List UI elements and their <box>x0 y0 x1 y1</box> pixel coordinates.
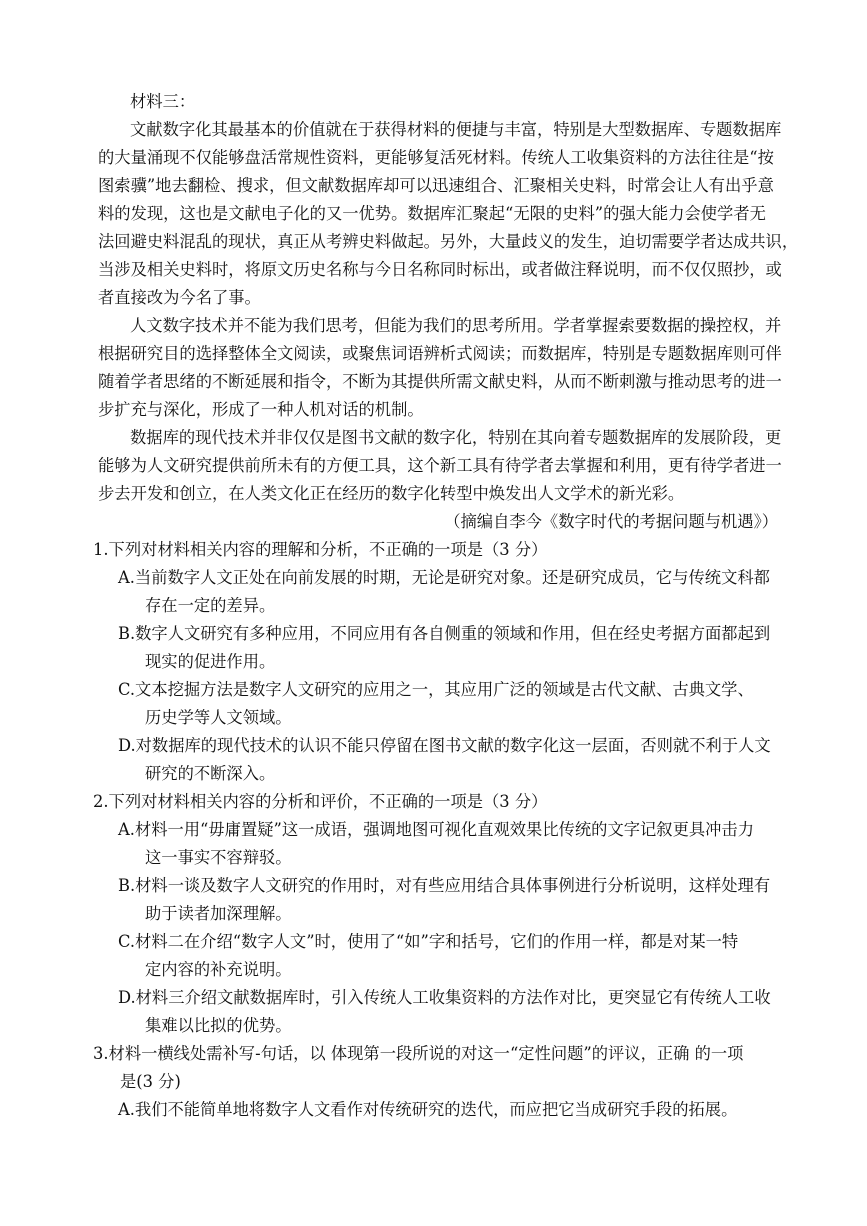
option-line: 助于读者加深理解。 <box>145 904 292 923</box>
paragraph-line: 步扩充与深化，形成了一种人机对话的机制。 <box>98 400 424 419</box>
source-citation: （摘编自李今《数字时代的考据问题与机遇》） <box>444 512 778 531</box>
option-line: A.当前数字人文正处在向前发展的时期，无论是研究对象。还是研究成员，它与传统文科都 <box>118 568 770 587</box>
question-stem: 1.下列对材料相关内容的理解和分析，不正确的一项是（3 分） <box>93 540 548 559</box>
material-paragraph-1 <box>98 116 799 312</box>
question-2 <box>93 788 788 1040</box>
option-line: D.对数据库的现代技术的认识不能只停留在图书文献的数字化这一层面，否则就不利于人文 <box>118 736 771 755</box>
paragraph-line: 人文数字技术并不能为我们思考，但能为我们的思考所用。学者掌握索要数据的操控权，并 <box>130 316 782 335</box>
option-a <box>98 564 788 620</box>
question-stem: 2.下列对材料相关内容的分析和评价，不正确的一项是（3 分） <box>93 792 548 811</box>
option-line: D.材料三介绍文献数据库时，引入传统人工收集资料的方法作对比，更突显它有传统人工收 <box>118 988 771 1007</box>
option-a <box>98 1096 788 1124</box>
option-line: B.数字人文研究有多种应用，不同应用有各自侧重的领域和作用，但在经史考据方面都起到 <box>118 624 771 643</box>
option-line: 定内容的补充说明。 <box>145 960 292 979</box>
question-1 <box>93 536 788 788</box>
option-line: 研究的不断深入。 <box>145 764 276 783</box>
material-paragraph-3 <box>98 424 788 508</box>
paragraph-line: 根据研究目的选择整体全文阅读，或聚焦词语辨析式阅读；而数据库，特别是专题数据库则可伴 <box>98 344 782 363</box>
paragraph-line: 料的发现，这也是文献电子化的又一优势。数据库汇聚起“无限的史料”的强大能力会使学者无 <box>98 204 766 223</box>
option-line: B.材料一谈及数字人文研究的作用时，对有些应用结合具体事例进行分析说明，这样处理有 <box>118 876 771 895</box>
question-stem: 3.材料一横线处需补写-句话，以 体现第一段所说的对这一“定性问题”的评议，正确 的一项 <box>93 1044 744 1063</box>
option-line: 集难以比拟的优势。 <box>145 1016 292 1035</box>
material-paragraph-2 <box>98 312 788 424</box>
paragraph-line: 的大量涌现不仅能够盘活常规性资料，更能够复活死材料。传统人工收集资料的方法往往是“按 <box>98 148 774 167</box>
option-line: 现实的促进作用。 <box>145 652 276 671</box>
option-line: 存在一定的差异。 <box>145 596 276 615</box>
option-line: A.我们不能简单地将数字人文看作对传统研究的迭代，而应把它当成研究手段的拓展。 <box>118 1100 738 1119</box>
material-heading: 材料三： <box>130 92 196 111</box>
paragraph-line: 数据库的现代技术并非仅仅是图书文献的数字化，特别在其向着专题数据库的发展阶段，更 <box>130 428 782 447</box>
question-3 <box>93 1040 788 1124</box>
paragraph-line: 法回避史料混乱的现状，真正从考辨史料做起。另外，大量歧义的发生，迫切需要学者达成共识， <box>98 232 799 251</box>
paragraph-line: 者直接改为今名了事。 <box>98 288 261 307</box>
option-line: 历史学等人文领域。 <box>145 708 292 727</box>
option-d <box>98 984 788 1040</box>
option-b <box>98 620 788 676</box>
option-a <box>98 816 788 872</box>
paragraph-line: 步去开发和创立，在人类文化正在经历的数字化转型中焕发出人文学术的新光彩。 <box>98 484 685 503</box>
option-line: C.材料二在介绍“数字人文”时，使用了“如”字和括号，它们的作用一样，都是对某一特 <box>118 932 739 951</box>
option-c <box>98 676 788 732</box>
question-stem-continued: 是(3 分) <box>120 1072 181 1091</box>
option-d <box>98 732 788 788</box>
option-c <box>98 928 788 984</box>
option-line: 这一事实不容辩驳。 <box>145 848 292 867</box>
option-line: A.材料一用“毋庸置疑”这一成语，强调地图可视化直观效果比传统的文字记叙更具冲击力 <box>118 820 754 839</box>
option-b <box>98 872 788 928</box>
paragraph-line: 能够为人文研究提供前所未有的方便工具，这个新工具有待学者去掌握和利用，更有待学者进一 <box>98 456 782 475</box>
paragraph-line: 随着学者思绪的不断延展和指令，不断为其提供所需文献史料，从而不断刺激与推动思考的进一 <box>98 372 782 391</box>
paragraph-line: 文献数字化其最基本的价值就在于获得材料的便捷与丰富，特别是大型数据库、专题数据库 <box>130 120 782 139</box>
document-page <box>93 88 799 1124</box>
paragraph-line: 图索骥”地去翻检、搜求，但文献数据库却可以迅速组合、汇聚相关史料，时常会让人有出乎意 <box>98 176 774 195</box>
paragraph-line: 当涉及相关史料时，将原文历史名称与今日名称同时标出，或者做注释说明，而不仅仅照抄，或 <box>98 260 782 279</box>
option-line: C.文本挖掘方法是数字人文研究的应用之一，其应用广泛的领域是古代文献、古典文学、 <box>118 680 754 699</box>
